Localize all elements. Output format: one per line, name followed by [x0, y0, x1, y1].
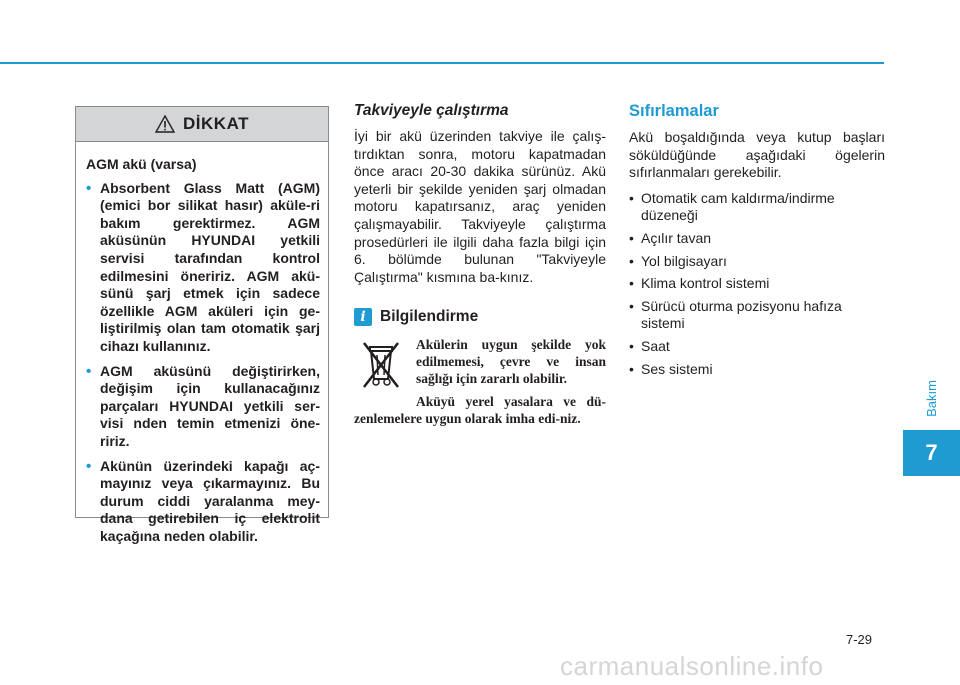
reset-item: • Saat: [629, 338, 885, 356]
side-tab-label: [903, 368, 960, 428]
info-title: Bilgilendirme: [380, 308, 479, 326]
side-tab-text: Bakım: [924, 379, 939, 417]
jump-start-body: İyi bir akü üzerinden takviye ile çalış-tırdıktan sonra, motoru kapatmadan önce aracı 20-30 dakika sürünüz. Akü yeterli bir şekilde yeniden şarj olmadan motoru kapatırsanız, araç yeniden çalışmayabilir. Takviyeyle çalıştırma prosedürleri ile ilgili daha fazla bilgi için 6. bölümde bulunan "Takviyeyle Çalıştırma" kısmına ba-kınız.: [354, 128, 606, 285]
info-block: [354, 336, 606, 427]
chapter-tab: 7: [903, 430, 960, 476]
crossed-bin-icon: [354, 338, 408, 392]
reset-list: [629, 190, 885, 378]
reset-title: Sıfırlamalar: [629, 102, 719, 120]
warning-header: [76, 107, 328, 142]
warning-item: • Absorbent Glass Matt (AGM) (emici bor silikat hasır) aküle-ri bakım gerektirmez. AGM aküsünün HYUNDAI yetkili servisi tarafından kontrol edilmesini öneririz. AGM akü-sünü şarj etmek için sadece özellikle AGM aküleri için ge-liştirilmiş olan tam otomatik şarj cihazı kullanınız.: [86, 180, 320, 356]
info-icon: i: [354, 308, 372, 326]
info-paragraph-1: Akülerin uygun şekilde yok edilmemesi, çevre ve insan sağlığı için zararlı olabilir.: [416, 337, 606, 387]
info-paragraph-2: Aküyü yerel yasalara ve dü-zenlemelere uygun olarak imha edi-niz.: [354, 394, 606, 427]
watermark: carmanualsonline.info: [560, 651, 824, 681]
warning-list: [86, 180, 320, 546]
warning-triangle-icon: [155, 115, 175, 133]
warning-item: • AGM aküsünü değiştirirken, değişim için kullanacağınız parçaları HYUNDAI yetkili ser-visi nden temin etmenizi öne-ririz.: [86, 363, 320, 451]
reset-section: [629, 102, 885, 383]
reset-item: • Sürücü oturma pozisyonu hafıza sistemi: [629, 298, 885, 333]
warning-subtitle: AGM akü (varsa): [86, 156, 197, 172]
jump-start-section: [354, 102, 606, 433]
reset-item: • Açılır tavan: [629, 230, 885, 248]
reset-item: • Ses sistemi: [629, 361, 885, 379]
reset-item: • Klima kontrol sistemi: [629, 275, 885, 293]
reset-intro: Akü boşaldığında veya kutup başları söküldüğünde aşağıdaki ögelerin sıfırlanmaları gerekebilir.: [629, 129, 885, 181]
warning-item: • Akünün üzerindeki kapağı aç-mayınız veya çıkarmayınız. Bu durum ciddi yaralanma mey-dana getirebilen iç elektrolit kaçağına neden olabilir.: [86, 458, 320, 546]
info-header: [354, 308, 606, 326]
reset-item: • Otomatik cam kaldırma/indirme düzeneği: [629, 190, 885, 225]
reset-item: • Yol bilgisayarı: [629, 253, 885, 271]
warning-title: DİKKAT: [183, 114, 249, 133]
warning-box: [75, 106, 329, 544]
page-number: 7-29: [846, 632, 873, 647]
jump-start-title: Takviyeyle çalıştırma: [354, 102, 509, 119]
top-rule: [0, 62, 884, 64]
